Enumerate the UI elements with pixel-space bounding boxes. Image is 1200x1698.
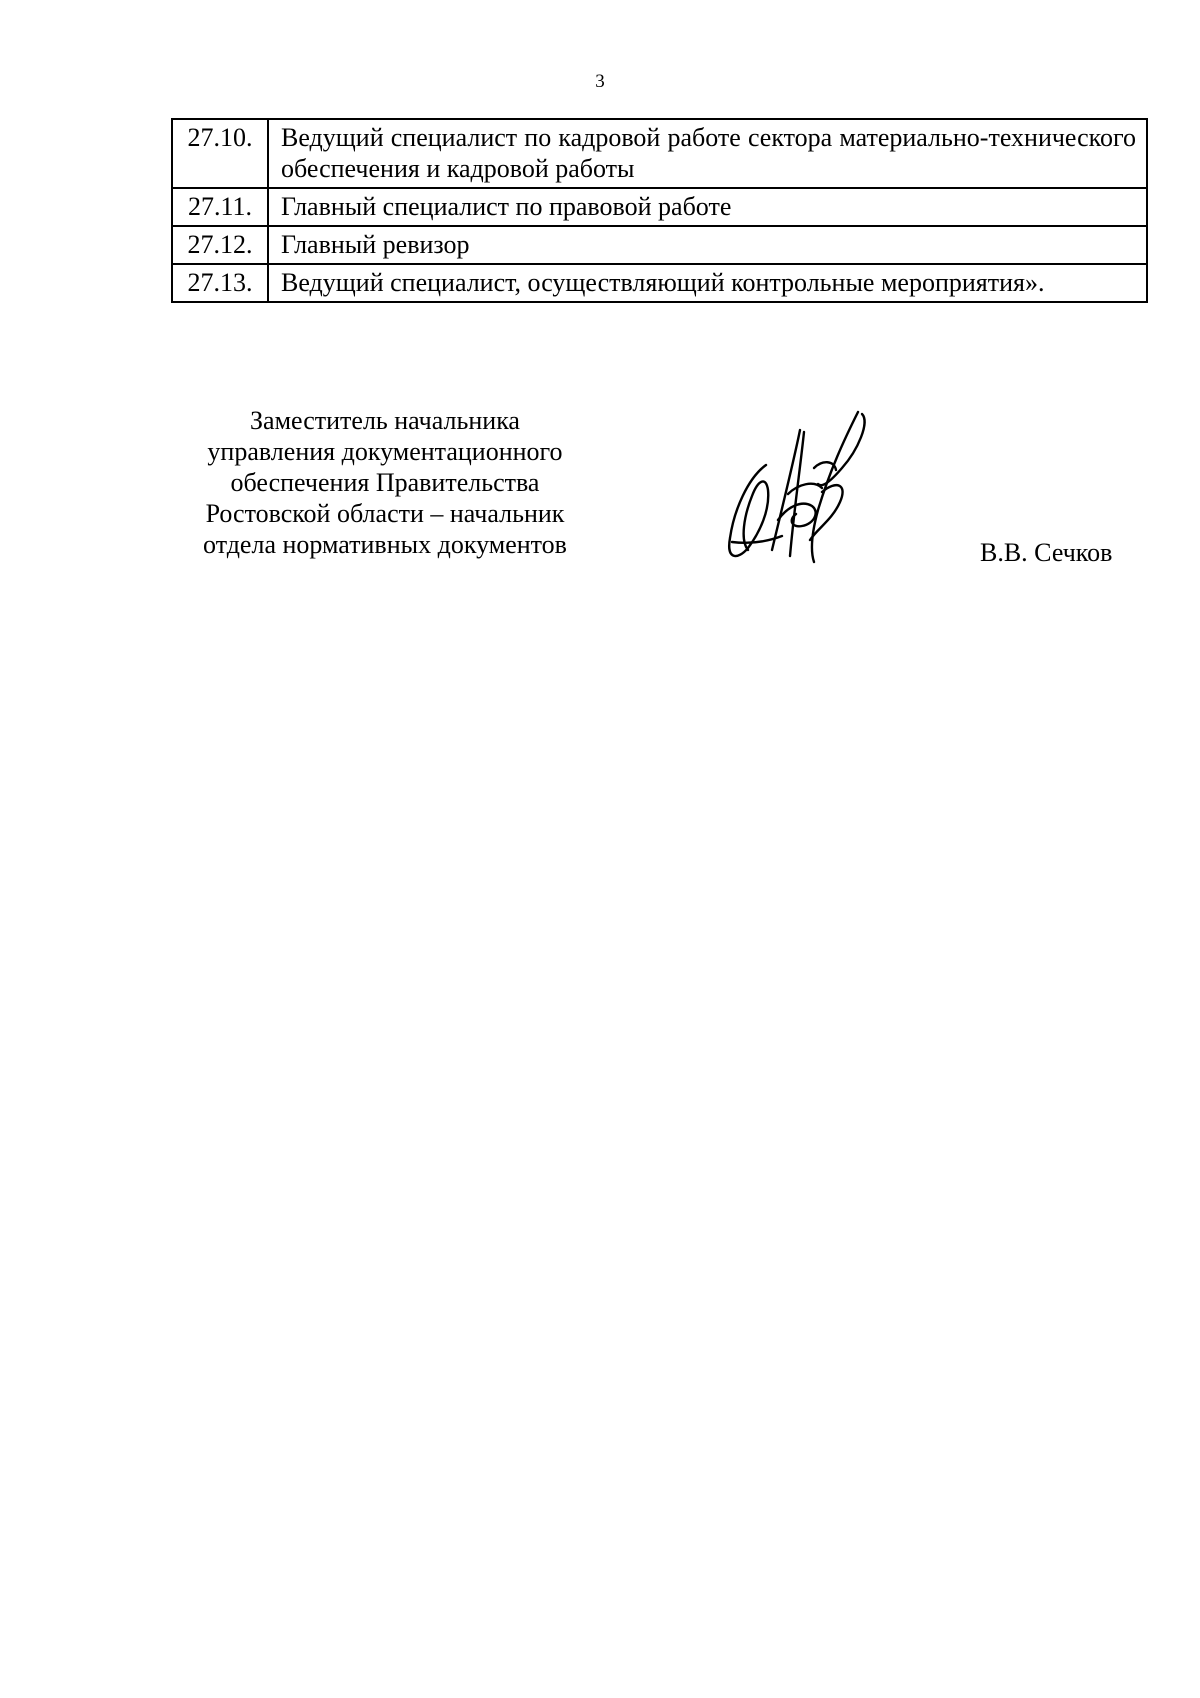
signer-position-line: обеспечения Правительства bbox=[230, 468, 540, 497]
signer-position-line: Ростовской области – начальник bbox=[205, 499, 565, 528]
table-row bbox=[172, 188, 1147, 226]
signer-position-line: отдела нормативных документов bbox=[203, 530, 567, 559]
handwritten-signature bbox=[718, 410, 878, 570]
row-number: 27.10. bbox=[172, 119, 268, 188]
row-number: 27.13. bbox=[172, 264, 268, 302]
row-number: 27.11. bbox=[172, 188, 268, 226]
positions-table bbox=[171, 118, 1148, 303]
position-title: Главный ревизор bbox=[268, 226, 1147, 264]
signer-position-line: Заместитель начальника bbox=[250, 406, 520, 435]
signer-position bbox=[160, 405, 610, 560]
row-number: 27.12. bbox=[172, 226, 268, 264]
table-row bbox=[172, 226, 1147, 264]
signer-position-line: управления документационного bbox=[207, 437, 563, 466]
table-row bbox=[172, 119, 1147, 188]
position-title: Ведущий специалист, осуществляющий контрольные мероприятия». bbox=[268, 264, 1147, 302]
signer-name: В.В. Сечков bbox=[980, 538, 1113, 567]
table-row bbox=[172, 264, 1147, 302]
position-title: Главный специалист по правовой работе bbox=[268, 188, 1147, 226]
page-number: 3 bbox=[595, 71, 605, 92]
position-title: Ведущий специалист по кадровой работе сектора материально-технического обеспечения и кадровой работы bbox=[268, 119, 1147, 188]
